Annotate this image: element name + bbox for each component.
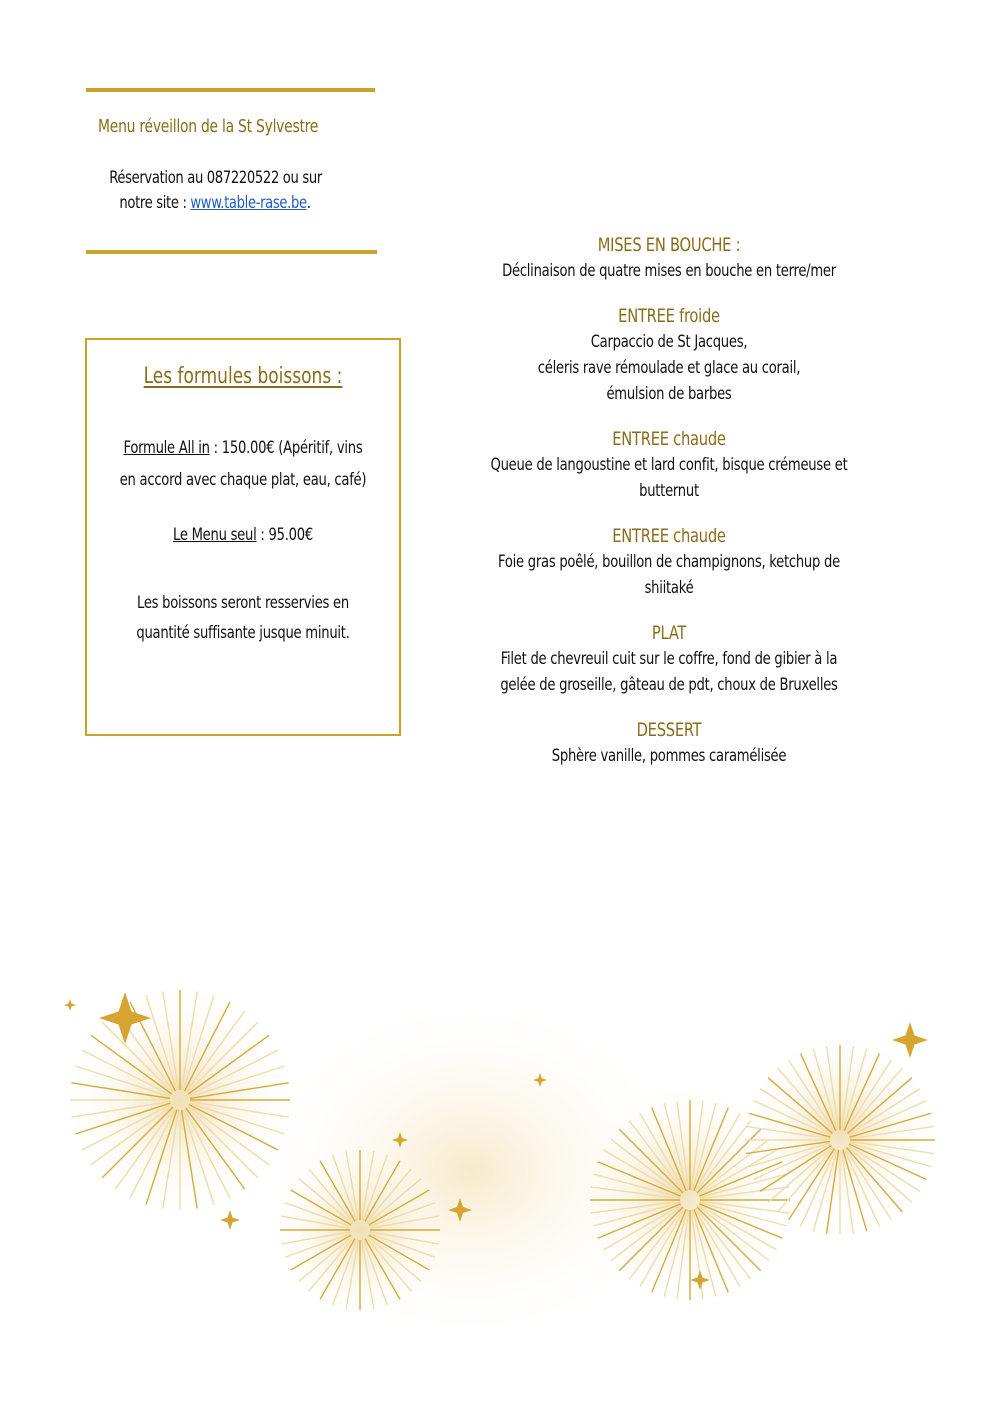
course-description: émulsion de barbes: [606, 384, 732, 404]
menu-only-price: : 95.00€: [256, 525, 313, 545]
bottom-divider: [86, 250, 377, 254]
reservation-info: [92, 166, 338, 216]
course-description: shiitaké: [644, 578, 694, 598]
course-description: Filet de chevreuil cuit sur le coffre, fond de gibier à la: [500, 649, 838, 669]
drinks-formulas-box: [85, 338, 401, 736]
drinks-note: [87, 588, 399, 648]
site-prefix: notre site :: [119, 193, 187, 213]
formula-all-label: Formule All in: [123, 438, 210, 458]
course-block: [455, 620, 883, 698]
website-link[interactable]: www.table-rase.be: [190, 193, 307, 213]
menu-only-label: Le Menu seul: [173, 525, 257, 545]
course-title: ENTREE chaude: [612, 428, 726, 450]
sparkle-star-icon: [64, 999, 76, 1011]
course-title: PLAT: [651, 622, 687, 644]
drinks-title: Les formules boissons :: [143, 364, 343, 389]
site-suffix: .: [306, 193, 311, 213]
course-title: ENTREE chaude: [612, 525, 726, 547]
course-description: céleris rave rémoulade et glace au corail,: [537, 358, 801, 378]
course-block: [455, 232, 883, 284]
course-title: DESSERT: [636, 719, 702, 741]
course-description: Queue de langoustine et lard confit, bisque crémeuse et: [490, 455, 848, 475]
drinks-note-line-2: quantité suffisante jusque minuit.: [136, 623, 350, 643]
course-block: [455, 717, 883, 769]
drinks-note-line-1: Les boissons seront resservies en: [137, 593, 349, 613]
menu-courses: [455, 232, 883, 788]
reservation-phone: Réservation au 087220522 ou sur: [109, 168, 322, 188]
course-title: MISES EN BOUCHE :: [597, 234, 741, 256]
reservation-site-line: [109, 191, 321, 216]
formula-menu-only: [87, 525, 399, 545]
fireworks-illustration: [0, 960, 1000, 1415]
course-block: [455, 523, 883, 601]
sparkle-star-icon: [220, 1210, 240, 1230]
course-block: [455, 303, 883, 407]
course-description: butternut: [639, 481, 699, 501]
course-block: [455, 426, 883, 504]
course-description: Foie gras poêlé, bouillon de champignons, ketchup de: [498, 552, 840, 572]
course-description: Carpaccio de St Jacques,: [590, 332, 748, 352]
course-description: Sphère vanille, pommes caramélisée: [551, 746, 787, 766]
course-description: Déclinaison de quatre mises en bouche en terre/mer: [502, 261, 836, 281]
menu-title: Menu réveillon de la St Sylvestre: [98, 116, 319, 137]
course-title: ENTREE froide: [618, 305, 720, 327]
top-divider: [86, 88, 375, 92]
formula-all-details: en accord avec chaque plat, eau, café): [119, 470, 367, 490]
formula-all-in: [87, 432, 399, 496]
formula-all-price: : 150.00€ (Apéritif, vins: [209, 438, 363, 458]
course-description: gelée de groseille, gâteau de pdt, choux de Bruxelles: [500, 675, 838, 695]
